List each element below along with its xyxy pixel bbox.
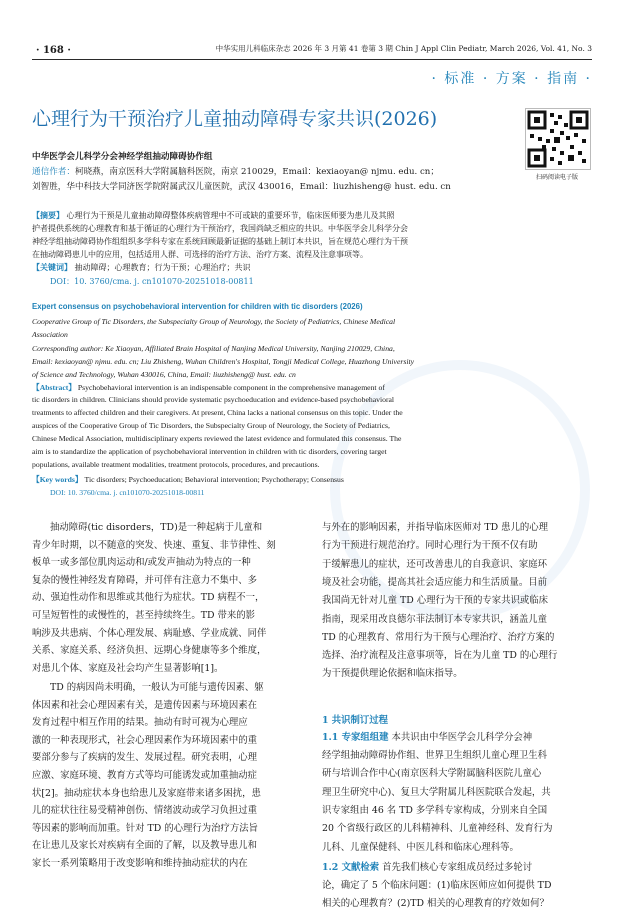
sub-1-1-heading: 1.1 专家组组建 xyxy=(322,732,389,743)
body-line: 体因素和社会心理因素有关，是遗传因素与环境因素在 xyxy=(32,699,258,711)
body-line: 抽动障碍(tic disorders，TD)是一种起病于儿童和 xyxy=(50,522,263,533)
body-line: 于缓解患儿的症状，还可改善患儿的自我意识、家庭环 xyxy=(322,558,548,570)
abstract-cn-line-2: 护者提供系统的心理教育和基于循证的心理行为干预治疗，我国尚缺乏相应的共识。中华医学会儿科学分会 xyxy=(32,224,408,233)
page-number: · 168 · xyxy=(36,45,71,56)
english-corr-line-3: of Science and Technology, Wuhan 430016, China, Email: liuzhisheng@ hust. edu. cn xyxy=(32,370,296,379)
body-line: 相关的心理教育？(2)TD 相关的心理教育的疗效如何？ xyxy=(322,898,549,910)
english-corr-line-1: Corresponding author: Ke Xiaoyan, Affiliated Brain Hospital of Nanjing Medical University, Nanjing 210029, China, xyxy=(32,344,395,353)
body-line: 境及社会功能，提高其社会适应能力和生活质量。目前 xyxy=(322,576,548,588)
body-line: 指南，现采用改良德尔菲法制订本专家共识，涵盖儿童 xyxy=(322,613,548,625)
section-tag: · 标准 · 方案 · 指南 · xyxy=(431,71,592,87)
english-abstract-line-5: Chinese Medical Association, multidisciplinary experts reviewed the latest evidence and formulated this consensus. The xyxy=(32,434,402,443)
body-line: 儿科、儿童保健科、中医儿科和临床心理科等。 xyxy=(322,841,519,853)
corresponding-author-label: 通信作者： xyxy=(32,167,75,177)
doi-cn[interactable]: DOI：10. 3760/cma. j. cn101070-20251018-00811 xyxy=(50,277,254,286)
body-line: 经学组抽动障碍协作组、世界卫生组织儿童心理卫生科 xyxy=(322,750,548,761)
body-line: 响涉及共患病、个体心理发展、病耻感、学业成就、同伴 xyxy=(32,627,267,639)
english-abstract-line-7: populations, available treatment modalities, treatment protocols, procedures, and precautions. xyxy=(32,460,320,469)
body-line: 板单一或多部位肌肉运动和/或发声抽动为特点的一种 xyxy=(32,557,251,569)
keywords-cn-label: 【关键词】 xyxy=(32,262,72,272)
qr-caption: 扫码阅读电子版 xyxy=(535,174,578,181)
body-line: 激的一种表现形式，社会心理因素作为环境因素中的重 xyxy=(32,734,258,746)
sub-1-2-first-line: 1.2 文献检索 首先我们核心专家组成员经过多轮讨 xyxy=(322,862,533,873)
qr-code-icon[interactable] xyxy=(525,108,591,170)
body-line: 状[2]。抽动症状本身也给患儿及家庭带来诸多困扰，患 xyxy=(32,787,261,799)
body-line: 等因素的影响而加重。针对 TD 的心理行为治疗方法旨 xyxy=(32,822,258,834)
english-keywords-label: 【Key words】 xyxy=(32,475,83,484)
body-line: 识专家组由 46 名 TD 多学科专家构成，分别来自全国 xyxy=(322,804,548,816)
body-line: 可呈短暂性的或慢性的，甚至持续终生。TD 带来的影 xyxy=(32,610,256,621)
body-line: 我国尚无针对儿童 TD 心理行为干预的专家共识或临床 xyxy=(322,595,548,607)
body-line: 在让患儿及家长对疾病有全面的了解，以及教导患儿和 xyxy=(32,840,258,852)
body-line: TD 的心理教育、常用行为干预与心理治疗、治疗方案的 xyxy=(322,631,555,643)
body-line: TD 的病因尚未明确，一般认为可能与遗传因素、躯 xyxy=(50,682,264,693)
english-abstract-line-6: aim is to standardize the application of psychobehavioral intervention in children with tic disorders, covering target xyxy=(32,447,387,456)
body-line: 20 个省级行政区的儿科精神科、儿童神经科、发育行为 xyxy=(322,823,553,835)
body-line: 行为干预进行规范治疗。同时心理行为干预不仅有助 xyxy=(322,540,538,552)
body-line: 论，确定了 5 个临床问题：(1)临床医师应如何提供 TD xyxy=(322,880,552,891)
sub-1-1-first-line: 1.1 专家组组建 本共识由中华医学会儿科学分会神 xyxy=(322,732,533,743)
english-title: Expert consensus on psychobehavioral intervention for children with tic disorders (2026) xyxy=(32,302,363,311)
header-rule xyxy=(32,59,592,60)
section-1-heading: 1 共识制订过程 xyxy=(322,715,389,726)
english-abstract-line-3: treatments to affected children and their caregivers. At present, China lacks a national consensus on this topic. Under the xyxy=(32,408,403,417)
corresponding-author-1: 通信作者：柯晓燕，南京医科大学附属脑科医院，南京 210029，Email：kexiaoyan@ njmu. edu. cn； xyxy=(32,167,439,177)
body-line: 对患儿个体、家庭及社会均产生显著影响[1]。 xyxy=(32,662,224,674)
body-line: 研与培训合作中心(南京医科大学附属脑科医院儿童心 xyxy=(322,768,542,780)
body-line: 要部分参与了疾病的发生、发展过程。研究表明，心理 xyxy=(32,752,258,764)
body-line: 动、强迫性动作和思维或其他行为症状。TD 病程不一， xyxy=(32,592,265,604)
english-abstract-label: 【Abstract】 xyxy=(32,383,76,392)
body-line: 家长一系列策略用于改变影响和维持抽动症状的内在 xyxy=(32,858,248,869)
english-doi[interactable]: DOI: 10. 3760/cma. j. cn101070-20251018-00811 xyxy=(50,488,205,497)
body-line: 儿的症状往往易受精神创伤、情绪波动或学习负担过重 xyxy=(32,805,258,817)
body-line: 关系、家庭关系、经济负担、远期心身健康等多个维度， xyxy=(32,645,267,657)
body-line: 复杂的慢性神经发育障碍，并可伴有注意力不集中、多 xyxy=(32,574,258,586)
abstract-cn-line-1: 【摘要】 心理行为干预是儿童抽动障碍整体疾病管理中不可或缺的重要环节，临床医师要为患儿及其照 xyxy=(32,210,395,220)
body-line: 理卫生研究中心)、复旦大学附属儿科医院联合发起，共 xyxy=(322,786,551,798)
abstract-cn-line-4: 在抽动障碍患儿中的应用，包括适用人群、可选择的治疗方法、治疗方案、流程及注意事项等。 xyxy=(32,250,368,259)
abstract-cn-label: 【摘要】 xyxy=(32,210,64,220)
keywords-cn: 【关键词】 抽动障碍；心理教育；行为干预；心理治疗；共识 xyxy=(32,262,251,272)
author-group: 中华医学会儿科学分会神经学组抽动障碍协作组 xyxy=(32,152,213,162)
body-line: 选择、治疗流程及注意事项等，旨在为儿童 TD 的心理行 xyxy=(322,650,558,662)
english-abstract-line-1: 【Abstract】 Psychobehavioral intervention is an indispensable component in the comprehensive management of xyxy=(32,383,385,392)
corresponding-author-2: 刘智胜，华中科技大学同济医学院附属武汉儿童医院，武汉 430016，Email：liuzhisheng@ hust. edu. cn xyxy=(32,182,451,192)
abstract-cn-line-3: 神经学组抽动障碍协作组组织多学科专家在系统回顾最新证据的基础上制订本共识，旨在规范心理行为干预 xyxy=(32,237,408,246)
body-line: 为干预提供理论依据和临床指导。 xyxy=(322,668,463,680)
running-header: 中华实用儿科临床杂志 2026 年 3 月第 41 卷第 3 期 Chin J Appl Clin Pediatr, March 2026, Vol. 41, No. 3 xyxy=(215,44,592,53)
english-corr-line-2: Email: kexiaoyan@ njmu. edu. cn; Liu Zhisheng, Wuhan Children's Hospital, Tongji Medical College, Huazhong University xyxy=(32,357,415,366)
body-line: 青少年时期，以不随意的突发、快速、重复、非节律性、刻 xyxy=(32,539,276,551)
article-title: 心理行为干预治疗儿童抽动障碍专家共识(2026) xyxy=(32,108,438,130)
body-line: 与外在的影响因素，并指导临床医师对 TD 患儿的心理 xyxy=(322,522,548,533)
english-abstract-line-4: auspices of the Cooperative Group of Tic Disorders, the Subspecialty Group of Neurology, the Society of Pediatrics, xyxy=(32,421,390,430)
english-group-line-1: Cooperative Group of Tic Disorders, the Subspecialty Group of Neurology, the Society of Pediatrics, Chinese Medical xyxy=(32,317,396,326)
sub-1-2-heading: 1.2 文献检索 xyxy=(322,862,380,873)
english-keywords: 【Key words】 Tic disorders; Psychoeducation; Behavioral intervention; Psychotherapy; Consensus xyxy=(32,475,344,484)
english-group-line-2: Association xyxy=(32,330,68,339)
body-line: 应激、家庭环境、教育方式等均可能诱发或加重抽动症 xyxy=(32,770,258,781)
body-line: 发育过程中相互作用的结果。抽动有时可视为心理应 xyxy=(32,717,248,729)
english-abstract-line-2: tic disorders in children. Clinicians should provide systematic psychoeducation and evidence-based psychobehavioral xyxy=(32,395,395,404)
